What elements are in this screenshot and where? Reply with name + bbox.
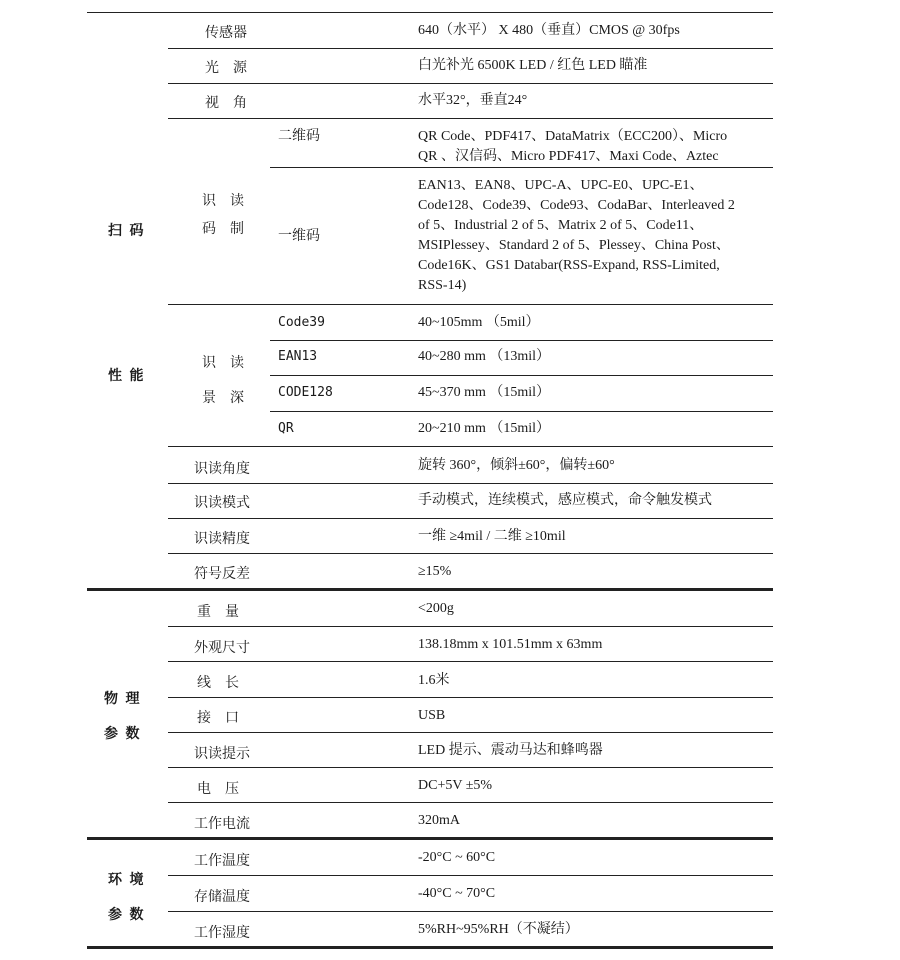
depth-value-code128: 45~370 mm （15mil）: [418, 385, 551, 400]
row-label-depth-line1: 识 读: [202, 356, 244, 371]
rule: [168, 697, 773, 698]
qr-line: QR Code、PDF417、DataMatrix（ECC200）、Micro: [418, 129, 728, 144]
value-qr-codes: [418, 127, 770, 167]
row-value-angle: 旋转 360°，倾斜±60°，偏转±60°: [418, 458, 615, 473]
row-label-weight: 重 量: [197, 605, 239, 620]
row-value-light: 白光补光 6500K LED / 红色 LED 瞄准: [418, 58, 648, 73]
barcode-line: Code16K、GS1 Databar(RSS-Expand, RSS-Limited,: [418, 258, 720, 273]
rule-section: [87, 837, 773, 840]
rule: [168, 48, 773, 49]
value-barcode-codes: [418, 176, 770, 296]
row-value-current: 320mA: [418, 813, 460, 828]
rule: [270, 411, 773, 412]
rule-top: [87, 12, 773, 13]
sublabel-barcode: 一维码: [278, 229, 320, 244]
row-label-angle: 识读角度: [194, 462, 250, 477]
row-label-humidity: 工作湿度: [194, 926, 250, 941]
category-env-line2: 参 数: [108, 908, 146, 923]
row-label-op-temp: 工作温度: [194, 854, 250, 869]
row-value-interface: USB: [418, 708, 446, 723]
row-value-mode: 手动模式，连续模式，感应模式，命令触发模式: [418, 493, 712, 508]
row-label-cable: 线 长: [197, 676, 239, 691]
rule-section: [87, 588, 773, 591]
row-label-current: 工作电流: [194, 817, 250, 832]
rule: [168, 732, 773, 733]
depth-value-ean13: 40~280 mm （13mil）: [418, 349, 551, 364]
depth-code-code39: Code39: [278, 315, 325, 330]
barcode-line: MSIPlessey、Standard 2 of 5、Plessey、China Post、: [418, 238, 730, 253]
qr-line: QR 、汉信码、Micro PDF417、Maxi Code、Aztec: [418, 149, 719, 164]
row-value-humidity: 5%RH~95%RH（不凝结）: [418, 922, 579, 937]
rule: [168, 518, 773, 519]
sublabel-qr: 二维码: [278, 129, 320, 144]
rule: [168, 446, 773, 447]
row-value-size: 138.18mm x 101.51mm x 63mm: [418, 637, 603, 652]
rule-bottom: [87, 946, 773, 949]
row-label-sensor: 传感器: [205, 26, 247, 41]
row-value-weight: <200g: [418, 601, 454, 616]
rule: [270, 167, 773, 168]
depth-value-qr: 20~210 mm （15mil）: [418, 421, 551, 436]
row-label-depth-line2: 景 深: [202, 391, 244, 406]
row-label-light: 光 源: [205, 61, 247, 76]
barcode-line: RSS-14): [418, 278, 467, 293]
rule: [168, 553, 773, 554]
row-label-size: 外观尺寸: [194, 641, 250, 656]
depth-code-ean13: EAN13: [278, 349, 318, 364]
row-label-precision: 识读精度: [194, 532, 250, 547]
row-value-contrast: ≥15%: [418, 564, 452, 579]
barcode-line: Code128、Code39、Code93、CodaBar、Interleaved 2: [418, 198, 735, 213]
row-value-fov: 水平32°，垂直24°: [418, 93, 528, 108]
category-physical-line2: 参 数: [104, 727, 142, 742]
rule: [168, 802, 773, 803]
barcode-line: of 5、Industrial 2 of 5、Matrix 2 of 5、Code11、: [418, 218, 704, 233]
rule: [270, 375, 773, 376]
row-value-sensor: 640（水平） X 480（垂直）CMOS @ 30fps: [418, 23, 680, 38]
category-scan-line2: 性 能: [108, 369, 146, 384]
row-value-precision: 一维 ≥4mil / 二维 ≥10mil: [418, 529, 566, 544]
row-value-cable: 1.6米: [418, 673, 450, 688]
row-value-voltage: DC+5V ±5%: [418, 778, 493, 793]
rule: [168, 661, 773, 662]
row-label-storage-temp: 存储温度: [194, 890, 250, 905]
row-label-mode: 识读模式: [194, 496, 250, 511]
row-label-symbology-line1: 识 读: [202, 194, 244, 209]
rule: [168, 483, 773, 484]
rule: [168, 118, 773, 119]
rule: [168, 911, 773, 912]
category-scan-line1: 扫 码: [108, 224, 146, 239]
rule: [168, 875, 773, 876]
row-value-indicator: LED 提示、震动马达和蜂鸣器: [418, 743, 603, 758]
category-physical-line1: 物 理: [104, 692, 142, 707]
row-value-op-temp: -20°C ~ 60°C: [418, 850, 496, 865]
row-label-symbology-line2: 码 制: [202, 222, 244, 237]
depth-code-code128: CODE128: [278, 385, 333, 400]
rule: [168, 626, 773, 627]
category-env-line1: 环 境: [108, 873, 146, 888]
rule: [168, 83, 773, 84]
rule: [168, 767, 773, 768]
depth-code-qr: QR: [278, 421, 294, 436]
row-label-indicator: 识读提示: [194, 747, 250, 762]
row-label-contrast: 符号反差: [194, 567, 250, 582]
row-label-voltage: 电 压: [197, 782, 239, 797]
rule: [270, 340, 773, 341]
row-value-storage-temp: -40°C ~ 70°C: [418, 886, 496, 901]
row-label-fov: 视 角: [205, 96, 247, 111]
barcode-line: EAN13、EAN8、UPC-A、UPC-E0、UPC-E1、: [418, 178, 704, 193]
row-label-interface: 接 口: [197, 711, 239, 726]
rule: [168, 304, 773, 305]
depth-value-code39: 40~105mm （5mil）: [418, 315, 540, 330]
